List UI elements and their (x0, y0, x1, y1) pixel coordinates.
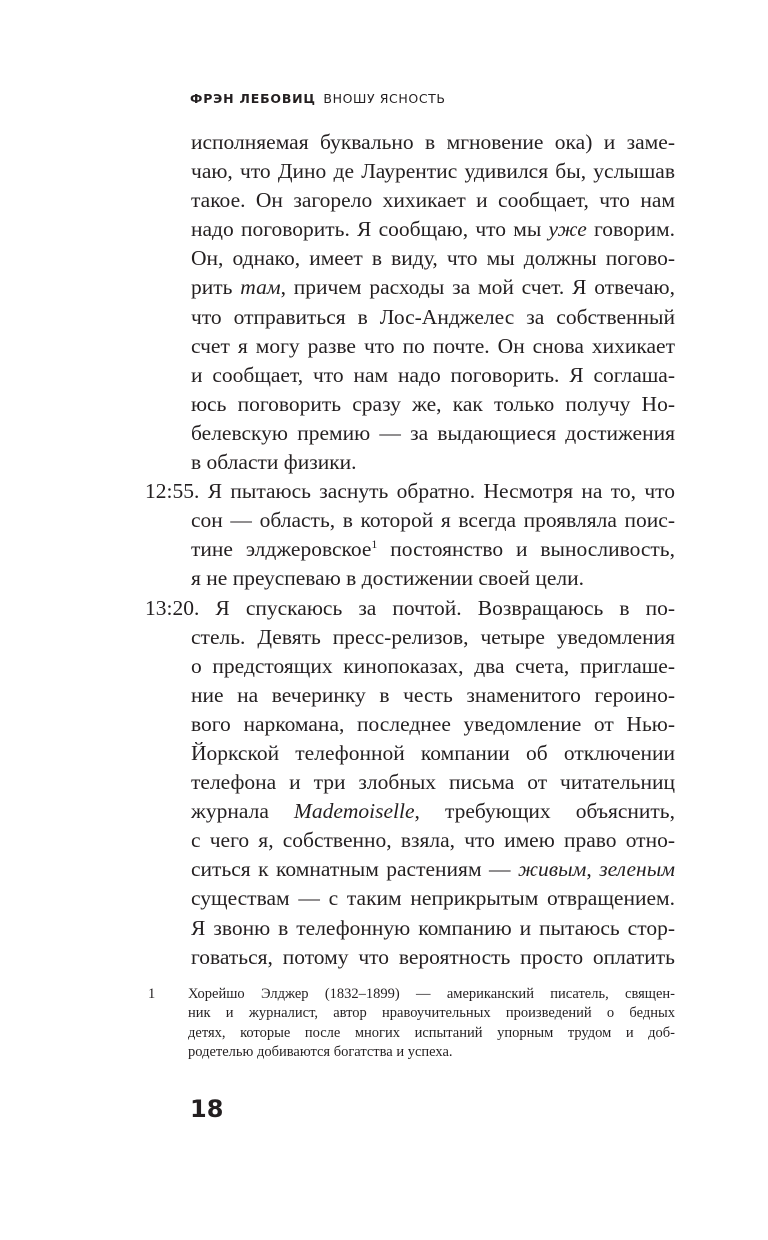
body-line: 12:55. Я пытаюсь заснуть обратно. Несмотря на то, что (145, 479, 675, 504)
footnote-line: Хорейшо Элджер (1832–1899) — американский писатель, священ- (188, 986, 675, 1002)
text-run: рить (191, 275, 241, 300)
text-run: тине элджеровское (191, 537, 372, 562)
body-line: о предстоящих кинопоказах, два счета, приглаше- (191, 653, 675, 678)
body-line: сон — область, в которой я всегда проявляла поис- (191, 508, 675, 533)
body-line (145, 535, 675, 564)
body-line: 13:20. Я спускаюсь за почтой. Возвращаюсь в по- (145, 595, 675, 620)
footnote-number: 1 (148, 986, 156, 1002)
page-number: 18 (190, 1095, 224, 1123)
footnote-body (188, 985, 675, 1063)
body-line (145, 273, 675, 302)
text-run: ситься к комнатным растениям — (191, 857, 518, 882)
text-run: , требующих объяснить, (414, 799, 675, 824)
body-line (145, 855, 675, 884)
body-line: исполняемая буквально в мгновение ока) и заме- (191, 130, 675, 154)
body-line: стель. Девять пресс-релизов, четыре уведомления (191, 624, 675, 649)
body-line (145, 215, 675, 244)
running-head-title: ВНОШУ ЯСНОСТЬ (323, 91, 446, 106)
text-run: надо поговорить. Я сообщаю, что мы (191, 217, 549, 242)
body-line: юсь поговорить сразу же, как только получу Но- (191, 391, 675, 416)
emphasis: там (240, 275, 281, 300)
footnote-line: ник и журналист, автор нравоучительных произведений о бедных (188, 1005, 675, 1022)
emphasis: уже (548, 217, 587, 242)
text-run: , причем расходы за мой счет. Я отвечаю, (280, 275, 675, 300)
footnote-ref: 1 (371, 537, 378, 552)
body-text (145, 128, 675, 972)
footnote-line: детях, которые после многих испытаний упорным трудом и доб- (188, 1024, 675, 1041)
running-head-author: ФРЭН ЛЕБОВИЦ (190, 91, 316, 106)
emphasis: Mademoiselle (293, 799, 415, 824)
text-run: говорим. (586, 217, 675, 242)
footnote (148, 985, 675, 1063)
body-line: Йоркской телефонной компании об отключении (191, 740, 675, 765)
body-line: в области физики. (191, 450, 357, 475)
body-line: с чего я, собственно, взяла, что имею право отно- (191, 828, 675, 853)
text-run: журнала (191, 799, 294, 824)
text-run: постоянство и выносливость, (377, 537, 675, 562)
body-line: говаться, потому что вероятность просто оплатить (191, 944, 675, 969)
body-line: такое. Он загорело хихикает и сообщает, что нам (191, 188, 675, 213)
body-line: и сообщает, что нам надо поговорить. Я соглаша- (191, 362, 675, 387)
running-head (190, 91, 446, 106)
body-line: Он, однако, имеет в виду, что мы должны погово- (191, 246, 675, 271)
body-line: телефона и три злобных письма от читательниц (191, 770, 675, 795)
emphasis: живым (517, 857, 587, 882)
body-line: я не преуспеваю в достижении своей цели. (191, 566, 584, 591)
body-line: существам — с таким неприкрытым отвращением. (191, 886, 675, 911)
body-line (145, 797, 675, 826)
body-line: Я звоню в телефонную компанию и пытаюсь стор- (191, 915, 675, 940)
text-run: , (586, 857, 600, 882)
body-line: белевскую премию — за выдающиеся достижения (191, 420, 675, 445)
body-line: что отправиться в Лос-Анджелес за собственный (191, 304, 675, 329)
body-line: ние на вечеринку в честь знаменитого героино- (191, 682, 675, 707)
emphasis: зеленым (599, 857, 675, 882)
body-line: счет я могу разве что по почте. Он снова хихикает (191, 333, 675, 358)
body-line: вого наркомана, последнее уведомление от Нью- (191, 711, 675, 736)
body-line: чаю, что Дино де Лаурентис удивился бы, услышав (191, 159, 675, 184)
footnote-line: родетелью добиваются богатства и успеха. (188, 1044, 453, 1061)
